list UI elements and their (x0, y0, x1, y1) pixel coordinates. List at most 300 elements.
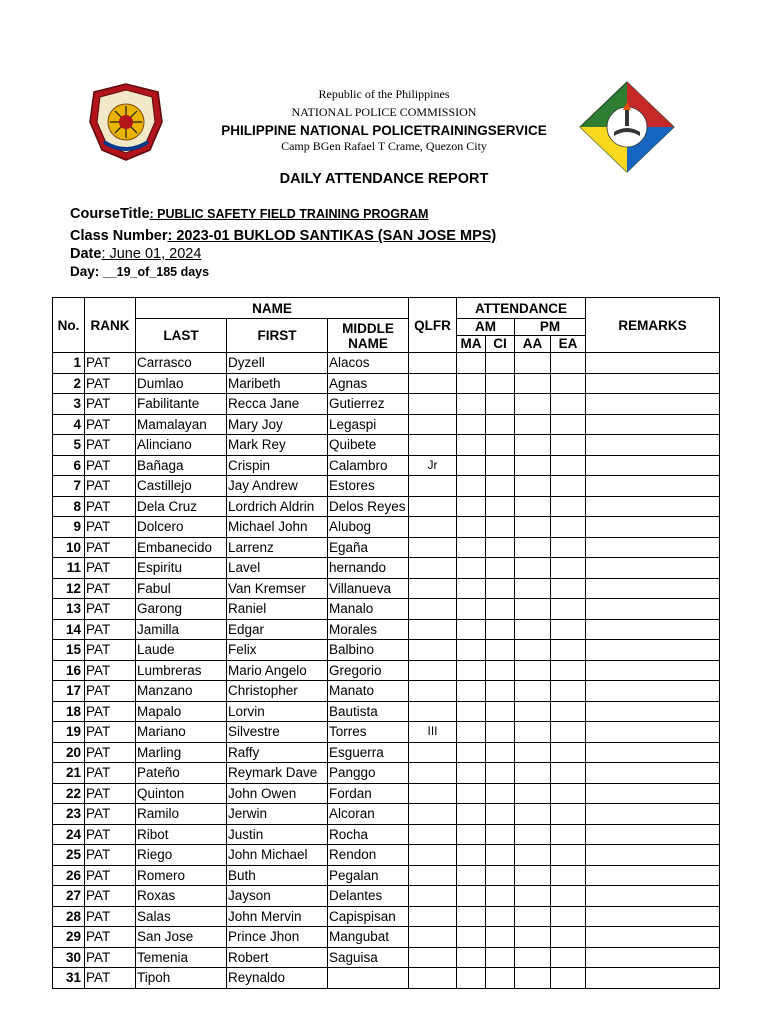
ea-cell[interactable] (551, 968, 586, 989)
rank-cell: PAT (85, 742, 136, 763)
middle-name-cell: Panggo (328, 763, 409, 784)
table-row (53, 353, 720, 374)
remarks-cell[interactable] (586, 824, 720, 845)
aa-cell[interactable] (515, 742, 551, 763)
aa-cell[interactable] (515, 824, 551, 845)
remarks-cell[interactable] (586, 455, 720, 476)
aa-cell[interactable] (515, 701, 551, 722)
qualifier-cell (409, 927, 457, 948)
last-name-cell: Carrasco (136, 353, 227, 374)
last-name-cell: Laude (136, 640, 227, 661)
ea-cell[interactable] (551, 537, 586, 558)
ma-cell[interactable] (457, 906, 486, 927)
table-row (53, 455, 720, 476)
aa-cell[interactable] (515, 414, 551, 435)
ea-cell[interactable] (551, 763, 586, 784)
ci-cell[interactable] (486, 599, 515, 620)
middle-name-cell: Capispisan (328, 906, 409, 927)
ea-cell[interactable] (551, 517, 586, 538)
report-title: DAILY ATTENDANCE REPORT (279, 171, 489, 187)
ea-cell[interactable] (551, 578, 586, 599)
class-number-value: : 2023-01 BUKLOD SANTIKAS (SAN JOSE MPS) (167, 228, 497, 244)
remarks-cell[interactable] (586, 763, 720, 784)
day-row (70, 264, 209, 279)
last-name-cell: Alinciano (136, 435, 227, 456)
qualifier-cell: III (409, 722, 457, 743)
ci-cell[interactable] (486, 804, 515, 825)
remarks-cell[interactable] (586, 517, 720, 538)
middle-name-cell: Manato (328, 681, 409, 702)
remarks-cell[interactable] (586, 373, 720, 394)
rank-cell: PAT (85, 701, 136, 722)
row-number: 7 (53, 476, 85, 497)
first-name-cell: Lordrich Aldrin (227, 496, 328, 517)
row-number: 22 (53, 783, 85, 804)
last-name-cell: Ramilo (136, 804, 227, 825)
ma-cell[interactable] (457, 865, 486, 886)
ea-cell[interactable] (551, 742, 586, 763)
aa-cell[interactable] (515, 394, 551, 415)
aa-cell[interactable] (515, 476, 551, 497)
remarks-cell[interactable] (586, 414, 720, 435)
table-row (53, 906, 720, 927)
ea-cell[interactable] (551, 496, 586, 517)
ci-cell[interactable] (486, 968, 515, 989)
header-qlfr: QLFR (409, 298, 457, 353)
rank-cell: PAT (85, 455, 136, 476)
aa-cell[interactable] (515, 865, 551, 886)
qualifier-cell (409, 373, 457, 394)
qualifier-cell (409, 947, 457, 968)
ci-cell[interactable] (486, 681, 515, 702)
qualifier-cell (409, 783, 457, 804)
table-row (53, 845, 720, 866)
remarks-cell[interactable] (586, 353, 720, 374)
last-name-cell: Mamalayan (136, 414, 227, 435)
rank-cell: PAT (85, 619, 136, 640)
ma-cell[interactable] (457, 681, 486, 702)
rank-cell: PAT (85, 578, 136, 599)
aa-cell[interactable] (515, 804, 551, 825)
first-name-cell: Lorvin (227, 701, 328, 722)
remarks-cell[interactable] (586, 886, 720, 907)
ea-cell[interactable] (551, 886, 586, 907)
last-name-cell: Riego (136, 845, 227, 866)
header-no: No. (53, 298, 85, 353)
last-name-cell: Castillejo (136, 476, 227, 497)
last-name-cell: San Jose (136, 927, 227, 948)
row-number: 20 (53, 742, 85, 763)
middle-name-cell: Rocha (328, 824, 409, 845)
ea-cell[interactable] (551, 353, 586, 374)
rank-cell: PAT (85, 968, 136, 989)
ci-cell[interactable] (486, 517, 515, 538)
ea-cell[interactable] (551, 804, 586, 825)
ma-cell[interactable] (457, 947, 486, 968)
last-name-cell: Dela Cruz (136, 496, 227, 517)
qualifier-cell (409, 619, 457, 640)
first-name-cell: Felix (227, 640, 328, 661)
rank-cell: PAT (85, 804, 136, 825)
ea-cell[interactable] (551, 373, 586, 394)
table-row (53, 640, 720, 661)
remarks-cell[interactable] (586, 394, 720, 415)
table-row (53, 619, 720, 640)
aa-cell[interactable] (515, 906, 551, 927)
rank-cell: PAT (85, 640, 136, 661)
ma-cell[interactable] (457, 804, 486, 825)
ma-cell[interactable] (457, 701, 486, 722)
ci-cell[interactable] (486, 496, 515, 517)
republic-line: Republic of the Philippines (318, 87, 450, 101)
day-value: __19_of_185 days (99, 265, 210, 279)
qualifier-cell (409, 414, 457, 435)
aa-cell[interactable] (515, 845, 551, 866)
rank-cell: PAT (85, 599, 136, 620)
last-name-cell: Tipoh (136, 968, 227, 989)
middle-name-cell: Gregorio (328, 660, 409, 681)
remarks-cell[interactable] (586, 476, 720, 497)
ea-cell[interactable] (551, 414, 586, 435)
aa-cell[interactable] (515, 455, 551, 476)
row-number: 11 (53, 558, 85, 579)
row-number: 18 (53, 701, 85, 722)
middle-name-cell: Villanueva (328, 578, 409, 599)
ma-cell[interactable] (457, 722, 486, 743)
remarks-cell[interactable] (586, 845, 720, 866)
aa-cell[interactable] (515, 968, 551, 989)
first-name-cell: Buth (227, 865, 328, 886)
ci-cell[interactable] (486, 660, 515, 681)
aa-cell[interactable] (515, 353, 551, 374)
first-name-cell: Dyzell (227, 353, 328, 374)
row-number: 28 (53, 906, 85, 927)
first-name-cell: John Michael (227, 845, 328, 866)
rank-cell: PAT (85, 435, 136, 456)
ea-cell[interactable] (551, 947, 586, 968)
first-name-cell: Raniel (227, 599, 328, 620)
ci-cell[interactable] (486, 742, 515, 763)
middle-name-cell: Legaspi (328, 414, 409, 435)
header-ea: EA (551, 336, 586, 353)
rank-cell: PAT (85, 394, 136, 415)
ci-cell[interactable] (486, 537, 515, 558)
middle-name-cell: Gutierrez (328, 394, 409, 415)
last-name-cell: Dumlao (136, 373, 227, 394)
ea-cell[interactable] (551, 701, 586, 722)
aa-cell[interactable] (515, 783, 551, 804)
ma-cell[interactable] (457, 517, 486, 538)
qualifier-cell (409, 763, 457, 784)
remarks-cell[interactable] (586, 435, 720, 456)
ci-cell[interactable] (486, 722, 515, 743)
rank-cell: PAT (85, 763, 136, 784)
first-name-cell: Reynaldo (227, 968, 328, 989)
remarks-cell[interactable] (586, 558, 720, 579)
header-attendance: ATTENDANCE (457, 298, 586, 319)
aa-cell[interactable] (515, 435, 551, 456)
last-name-cell: Manzano (136, 681, 227, 702)
ci-cell[interactable] (486, 578, 515, 599)
ma-cell[interactable] (457, 824, 486, 845)
ci-cell[interactable] (486, 435, 515, 456)
ma-cell[interactable] (457, 558, 486, 579)
qualifier-cell (409, 701, 457, 722)
row-number: 15 (53, 640, 85, 661)
ci-cell[interactable] (486, 455, 515, 476)
attendance-table (52, 297, 720, 989)
aa-cell[interactable] (515, 763, 551, 784)
row-number: 13 (53, 599, 85, 620)
ma-cell[interactable] (457, 640, 486, 661)
ci-cell[interactable] (486, 865, 515, 886)
ci-cell[interactable] (486, 824, 515, 845)
aa-cell[interactable] (515, 947, 551, 968)
table-row (53, 578, 720, 599)
last-name-cell: Dolcero (136, 517, 227, 538)
remarks-cell[interactable] (586, 783, 720, 804)
ci-cell[interactable] (486, 763, 515, 784)
ea-cell[interactable] (551, 865, 586, 886)
aa-cell[interactable] (515, 660, 551, 681)
header-rank: RANK (85, 298, 136, 353)
ma-cell[interactable] (457, 783, 486, 804)
middle-name-cell: Saguisa (328, 947, 409, 968)
ci-cell[interactable] (486, 558, 515, 579)
ea-cell[interactable] (551, 558, 586, 579)
header-remarks: REMARKS (586, 298, 720, 353)
ea-cell[interactable] (551, 906, 586, 927)
ma-cell[interactable] (457, 455, 486, 476)
row-number: 2 (53, 373, 85, 394)
remarks-cell[interactable] (586, 742, 720, 763)
ma-cell[interactable] (457, 537, 486, 558)
table-row (53, 476, 720, 497)
aa-cell[interactable] (515, 722, 551, 743)
remarks-cell[interactable] (586, 927, 720, 948)
last-name-cell: Roxas (136, 886, 227, 907)
remarks-cell[interactable] (586, 660, 720, 681)
row-number: 31 (53, 968, 85, 989)
ci-cell[interactable] (486, 783, 515, 804)
table-row (53, 537, 720, 558)
last-name-cell: Espiritu (136, 558, 227, 579)
ea-cell[interactable] (551, 845, 586, 866)
ea-cell[interactable] (551, 599, 586, 620)
ea-cell[interactable] (551, 476, 586, 497)
ma-cell[interactable] (457, 435, 486, 456)
ma-cell[interactable] (457, 763, 486, 784)
table-row (53, 947, 720, 968)
middle-name-cell: Calambro (328, 455, 409, 476)
aa-cell[interactable] (515, 496, 551, 517)
remarks-cell[interactable] (586, 906, 720, 927)
rank-cell: PAT (85, 681, 136, 702)
first-name-cell: John Owen (227, 783, 328, 804)
table-row (53, 824, 720, 845)
date-label: Date (70, 246, 102, 262)
ma-cell[interactable] (457, 476, 486, 497)
ma-cell[interactable] (457, 886, 486, 907)
rank-cell: PAT (85, 947, 136, 968)
first-name-cell: Jayson (227, 886, 328, 907)
ma-cell[interactable] (457, 742, 486, 763)
table-row (53, 701, 720, 722)
header-aa: AA (515, 336, 551, 353)
ci-cell[interactable] (486, 845, 515, 866)
remarks-cell[interactable] (586, 968, 720, 989)
header-middle-name: MIDDLE NAME (328, 319, 409, 353)
qualifier-cell (409, 804, 457, 825)
remarks-cell[interactable] (586, 681, 720, 702)
first-name-cell: Van Kremser (227, 578, 328, 599)
ma-cell[interactable] (457, 927, 486, 948)
aa-cell[interactable] (515, 537, 551, 558)
remarks-cell[interactable] (586, 496, 720, 517)
document-header (0, 0, 768, 200)
table-row (53, 599, 720, 620)
middle-name-cell: Fordan (328, 783, 409, 804)
qualifier-cell (409, 845, 457, 866)
remarks-cell[interactable] (586, 578, 720, 599)
aa-cell[interactable] (515, 578, 551, 599)
middle-name-cell: Esguerra (328, 742, 409, 763)
ea-cell[interactable] (551, 927, 586, 948)
ci-cell[interactable] (486, 640, 515, 661)
ea-cell[interactable] (551, 619, 586, 640)
middle-name-cell: Delos Reyes (328, 496, 409, 517)
header-name: NAME (136, 298, 409, 319)
row-number: 10 (53, 537, 85, 558)
ea-cell[interactable] (551, 435, 586, 456)
row-number: 4 (53, 414, 85, 435)
ci-cell[interactable] (486, 619, 515, 640)
ma-cell[interactable] (457, 968, 486, 989)
ci-cell[interactable] (486, 927, 515, 948)
last-name-cell: Romero (136, 865, 227, 886)
aa-cell[interactable] (515, 558, 551, 579)
ci-cell[interactable] (486, 906, 515, 927)
aa-cell[interactable] (515, 517, 551, 538)
rank-cell: PAT (85, 660, 136, 681)
ea-cell[interactable] (551, 783, 586, 804)
ci-cell[interactable] (486, 476, 515, 497)
ma-cell[interactable] (457, 394, 486, 415)
remarks-cell[interactable] (586, 640, 720, 661)
row-number: 27 (53, 886, 85, 907)
ea-cell[interactable] (551, 394, 586, 415)
aa-cell[interactable] (515, 599, 551, 620)
aa-cell[interactable] (515, 927, 551, 948)
ma-cell[interactable] (457, 845, 486, 866)
ea-cell[interactable] (551, 640, 586, 661)
middle-name-cell: Morales (328, 619, 409, 640)
ea-cell[interactable] (551, 660, 586, 681)
last-name-cell: Mapalo (136, 701, 227, 722)
aa-cell[interactable] (515, 640, 551, 661)
row-number: 21 (53, 763, 85, 784)
middle-name-cell: Alacos (328, 353, 409, 374)
middle-name-cell (328, 968, 409, 989)
middle-name-cell: hernando (328, 558, 409, 579)
table-row (53, 558, 720, 579)
ci-cell[interactable] (486, 414, 515, 435)
qualifier-cell (409, 640, 457, 661)
ea-cell[interactable] (551, 455, 586, 476)
table-row (53, 865, 720, 886)
remarks-cell[interactable] (586, 947, 720, 968)
table-row (53, 660, 720, 681)
header-am: AM (457, 319, 515, 336)
ci-cell[interactable] (486, 353, 515, 374)
row-number: 1 (53, 353, 85, 374)
qualifier-cell (409, 578, 457, 599)
first-name-cell: Edgar (227, 619, 328, 640)
ma-cell[interactable] (457, 619, 486, 640)
ma-cell[interactable] (457, 414, 486, 435)
last-name-cell: Jamilla (136, 619, 227, 640)
ci-cell[interactable] (486, 373, 515, 394)
last-name-cell: Lumbreras (136, 660, 227, 681)
middle-name-cell: Delantes (328, 886, 409, 907)
table-row (53, 927, 720, 948)
ma-cell[interactable] (457, 496, 486, 517)
ma-cell[interactable] (457, 599, 486, 620)
remarks-cell[interactable] (586, 865, 720, 886)
last-name-cell: Fabul (136, 578, 227, 599)
aa-cell[interactable] (515, 681, 551, 702)
ma-cell[interactable] (457, 660, 486, 681)
first-name-cell: Maribeth (227, 373, 328, 394)
first-name-cell: Crispin (227, 455, 328, 476)
last-name-cell: Quinton (136, 783, 227, 804)
rank-cell: PAT (85, 373, 136, 394)
aa-cell[interactable] (515, 619, 551, 640)
remarks-cell[interactable] (586, 537, 720, 558)
remarks-cell[interactable] (586, 722, 720, 743)
ea-cell[interactable] (551, 824, 586, 845)
remarks-cell[interactable] (586, 619, 720, 640)
header-first: FIRST (227, 319, 328, 353)
ea-cell[interactable] (551, 722, 586, 743)
qualifier-cell (409, 865, 457, 886)
qualifier-cell (409, 742, 457, 763)
middle-name-cell: Pegalan (328, 865, 409, 886)
first-name-cell: Justin (227, 824, 328, 845)
ci-cell[interactable] (486, 947, 515, 968)
remarks-cell[interactable] (586, 599, 720, 620)
qualifier-cell (409, 906, 457, 927)
first-name-cell: Lavel (227, 558, 328, 579)
ma-cell[interactable] (457, 373, 486, 394)
course-title-row (70, 206, 428, 222)
table-row (53, 722, 720, 743)
ci-cell[interactable] (486, 701, 515, 722)
remarks-cell[interactable] (586, 804, 720, 825)
table-row (53, 435, 720, 456)
first-name-cell: Recca Jane (227, 394, 328, 415)
ci-cell[interactable] (486, 394, 515, 415)
ci-cell[interactable] (486, 886, 515, 907)
remarks-cell[interactable] (586, 701, 720, 722)
ma-cell[interactable] (457, 578, 486, 599)
row-number: 26 (53, 865, 85, 886)
aa-cell[interactable] (515, 886, 551, 907)
ma-cell[interactable] (457, 353, 486, 374)
first-name-cell: Larrenz (227, 537, 328, 558)
ea-cell[interactable] (551, 681, 586, 702)
aa-cell[interactable] (515, 373, 551, 394)
